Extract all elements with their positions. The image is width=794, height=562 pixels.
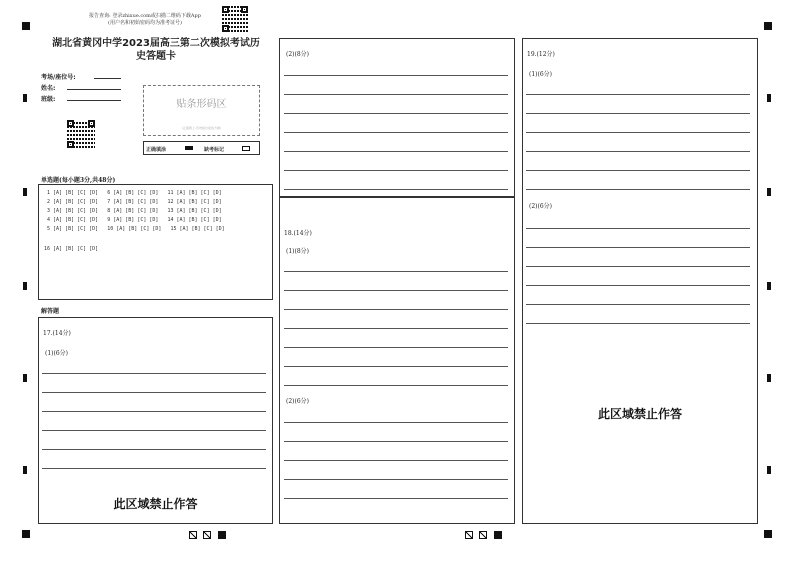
answer-line[interactable] [284,309,508,310]
answer-line[interactable] [284,151,508,152]
barcode-hint: (正面朝上,切勿贴出虚线方框) [181,126,222,130]
timing-mark [767,466,771,474]
timing-mark [23,466,27,474]
forbidden-area-text: 此区域禁止作答 [113,497,198,511]
forbidden-area-text: 此区域禁止作答 [597,407,682,421]
timing-mark [23,188,27,196]
q19-part2-label: (2)(6分) [529,203,552,210]
correct-fill-label: 正确填涂 [146,147,167,153]
answer-line[interactable] [284,94,508,95]
answer-line[interactable] [42,373,266,374]
q17-title: 17.(14分) [43,330,71,337]
choice-row[interactable]: 5 [A] [B] [C] [D] 10 [A] [B] [C] [D] 15 [A] [B] [C] [D] [47,226,225,232]
page-marker-solid [218,531,226,539]
answer-line[interactable] [526,247,750,248]
choice-row[interactable]: 1 [A] [B] [C] [D] 6 [A] [B] [C] [D] 11 [A] [B] [C] [D] [47,190,222,196]
answer-line[interactable] [526,285,750,286]
answer-line[interactable] [284,113,508,114]
choice-row[interactable]: 3 [A] [B] [C] [D] 8 [A] [B] [C] [D] 13 [A] [B] [C] [D] [47,208,222,214]
choice-row[interactable]: 2 [A] [B] [C] [D] 7 [A] [B] [C] [D] 12 [A] [B] [C] [D] [47,199,222,205]
timing-mark [767,94,771,102]
answer-line[interactable] [526,228,750,229]
app-qr-code [222,6,248,32]
class-label: 班级: [41,96,56,103]
corner-mark [22,22,30,30]
name-field[interactable] [67,89,121,90]
q17-answer-box [38,317,273,524]
timing-mark [23,282,27,290]
answer-line[interactable] [284,132,508,133]
answer-line[interactable] [42,449,266,450]
answer-line[interactable] [284,347,508,348]
correct-fill-sample [185,146,193,150]
answer-line[interactable] [526,170,750,171]
answer-line[interactable] [284,189,508,190]
report-notice-sub: (用户名和初始密码均为准考证号) [108,20,182,26]
corner-mark [22,530,30,538]
q18-part2-label: (2)(6分) [286,398,309,405]
barcode-area [143,85,260,136]
answer-line[interactable] [42,411,266,412]
answer-line[interactable] [526,94,750,95]
answer-line[interactable] [284,366,508,367]
answer-line[interactable] [526,113,750,114]
absent-mark-label: 缺考标记 [204,147,225,153]
page-marker-hatched [189,531,197,539]
student-qr-code [67,120,95,148]
report-notice: 报告查询: 登录zhixue.com或扫描二维码下载App [89,13,201,19]
title-line-1: 湖北省黄冈中学2023届高三第二次模拟考试历 [52,38,260,49]
q17-part1-label: (1)(6分) [45,350,68,357]
answer-line[interactable] [526,132,750,133]
timing-mark [767,188,771,196]
answer-line[interactable] [284,75,508,76]
answer-line[interactable] [526,151,750,152]
answer-line[interactable] [42,430,266,431]
answer-line[interactable] [284,290,508,291]
timing-mark [767,374,771,382]
answer-line[interactable] [42,468,266,469]
corner-mark [764,22,772,30]
q18-title: 18.(14分) [284,230,312,237]
answer-line[interactable] [284,328,508,329]
answer-line[interactable] [526,304,750,305]
answer-line[interactable] [284,271,508,272]
class-field[interactable] [67,100,121,101]
q16-part2-label: (2)(8分) [286,51,309,58]
single-choice-box [38,184,273,300]
page-title [40,37,272,63]
q18-part1-label: (1)(8分) [286,248,309,255]
answer-line[interactable] [284,441,508,442]
choice-row[interactable]: 16 [A] [B] [C] [D] [44,246,99,252]
answer-line[interactable] [526,323,750,324]
page-marker-hatched [479,531,487,539]
answer-line[interactable] [284,422,508,423]
answer-line[interactable] [284,479,508,480]
q19-part1-label: (1)(6分) [529,71,552,78]
timing-mark [767,282,771,290]
answer-line[interactable] [284,170,508,171]
page-marker-hatched [465,531,473,539]
seat-field[interactable] [94,78,121,79]
timing-mark [23,94,27,102]
answer-line[interactable] [284,460,508,461]
q19-answer-box [522,38,758,524]
answer-line[interactable] [42,392,266,393]
single-choice-title: 单选题(每小题3分,共48分) [41,177,116,184]
answer-line[interactable] [526,189,750,190]
answer-line[interactable] [284,385,508,386]
fill-legend [143,141,260,155]
choice-row[interactable]: 4 [A] [B] [C] [D] 9 [A] [B] [C] [D] 14 [A] [B] [C] [D] [47,217,222,223]
name-label: 姓名: [41,85,56,92]
q18-answer-box [279,197,515,524]
barcode-label: 贴条形码区 [176,99,227,110]
title-line-2: 史答题卡 [136,51,176,62]
answer-line[interactable] [526,266,750,267]
page-marker-solid [494,531,502,539]
seat-label: 考场/座位号: [41,74,76,81]
absent-mark-box[interactable] [242,146,250,151]
answer-section-title: 解答题 [41,308,60,315]
q19-title: 19.(12分) [527,51,555,58]
corner-mark [764,530,772,538]
q16-part2-box [279,38,515,197]
timing-mark [23,374,27,382]
answer-line[interactable] [284,498,508,499]
page-marker-hatched [203,531,211,539]
